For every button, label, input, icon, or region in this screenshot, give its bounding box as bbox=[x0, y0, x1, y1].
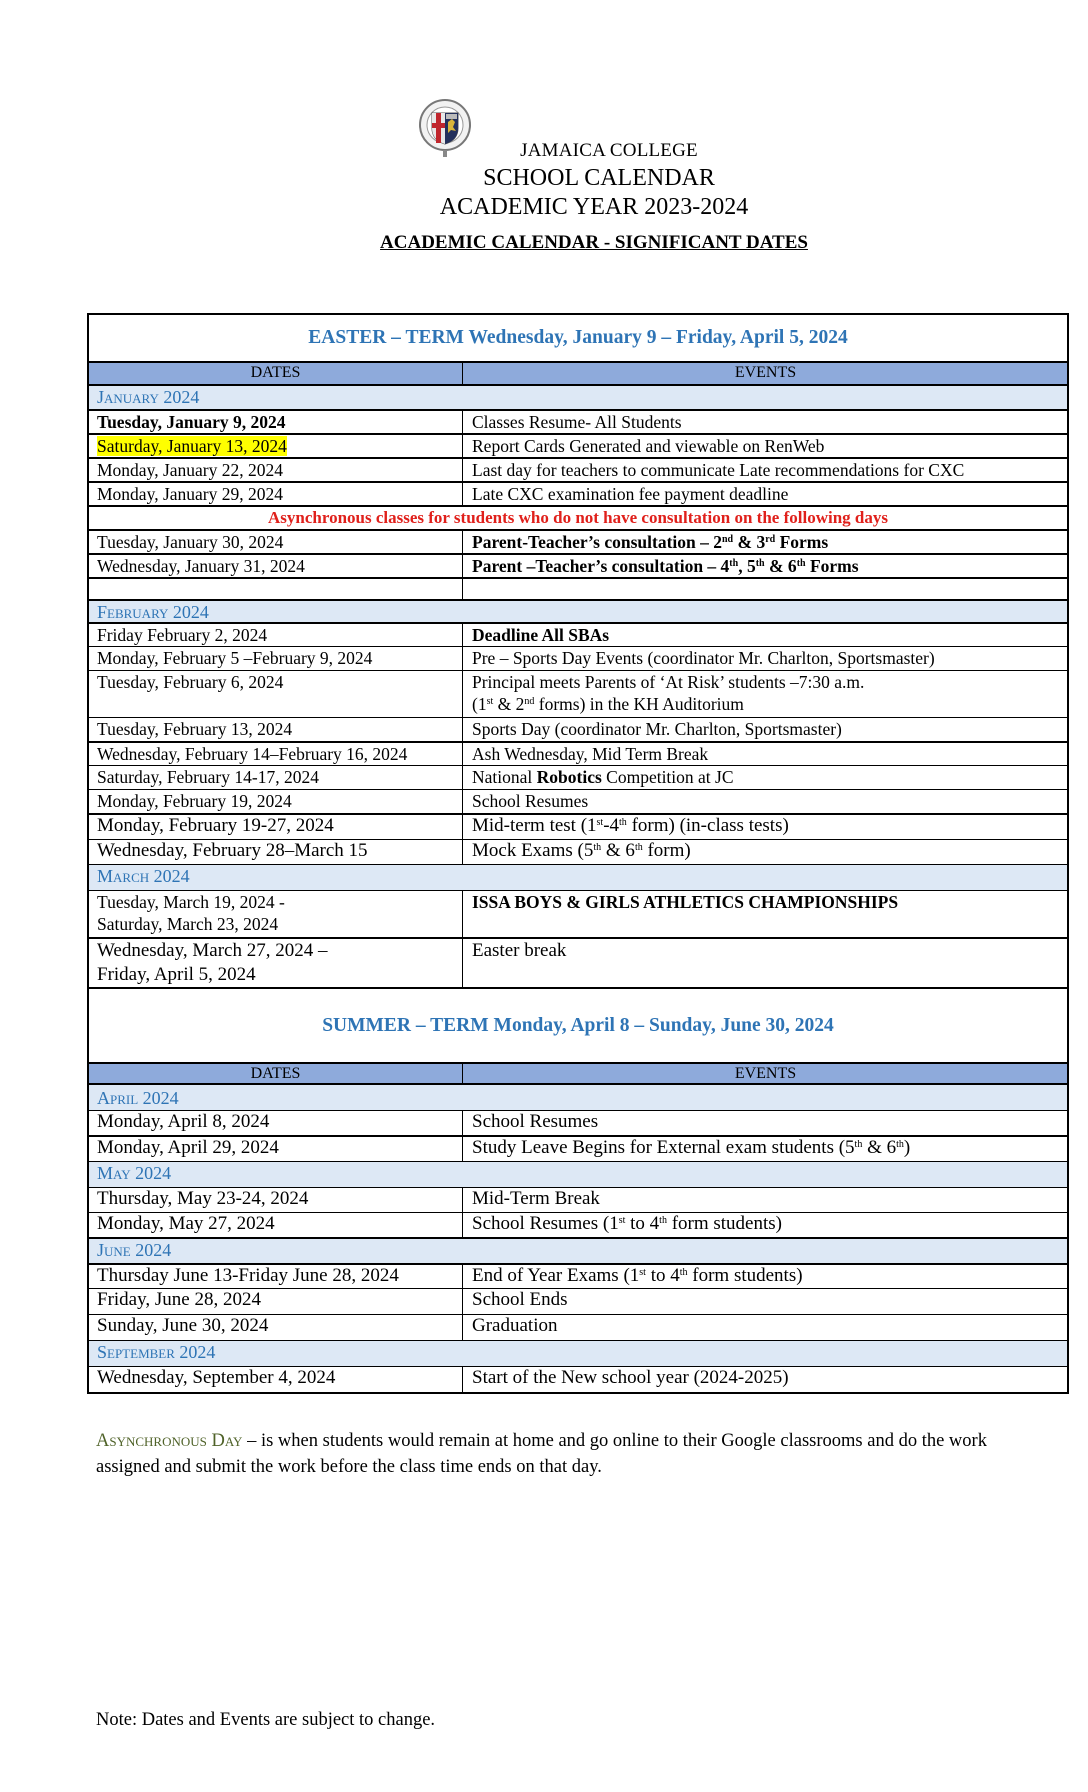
event-description: Report Cards Generated and viewable on RenWeb bbox=[472, 436, 825, 456]
table-row bbox=[89, 937, 1067, 987]
event-description: Graduation bbox=[472, 1315, 558, 1336]
table-row bbox=[89, 1110, 1067, 1135]
table-row bbox=[89, 789, 1067, 813]
event-date: Wednesday, January 31, 2024 bbox=[89, 555, 463, 577]
event-date: Monday, May 27, 2024 bbox=[89, 1213, 463, 1237]
highlighted-date: Saturday, January 13, 2024 bbox=[97, 436, 287, 456]
table-row bbox=[89, 457, 1067, 481]
event-description: Start of the New school year (2024-2025) bbox=[472, 1367, 789, 1388]
event-description: Principal meets Parents of ‘At Risk’ students –7:30 a.m. (1st & 2nd forms) in the KH Auditorium bbox=[472, 672, 865, 714]
month-row-january bbox=[89, 384, 1067, 409]
empty-cell bbox=[89, 579, 463, 599]
table-row bbox=[89, 765, 1067, 789]
event-date: Thursday June 13-Friday June 28, 2024 bbox=[89, 1265, 463, 1288]
table-row bbox=[89, 1263, 1067, 1288]
month-label: January 2024 bbox=[97, 387, 200, 407]
event-description: Late CXC examination fee payment deadline bbox=[472, 484, 789, 504]
table-row bbox=[89, 529, 1067, 553]
month-row-april bbox=[89, 1083, 1067, 1110]
event-description: End of Year Exams (1st to 4th form students) bbox=[472, 1265, 803, 1286]
event-description: Sports Day (coordinator Mr. Charlton, Sportsmaster) bbox=[472, 719, 842, 739]
event-date: Monday, April 8, 2024 bbox=[89, 1111, 463, 1135]
event-date-cell bbox=[89, 435, 463, 457]
event-date: Monday, February 19, 2024 bbox=[89, 790, 463, 813]
table-row bbox=[89, 890, 1067, 937]
event-date: Wednesday, February 14–February 16, 2024 bbox=[89, 743, 463, 765]
table-row bbox=[89, 1314, 1067, 1340]
event-description: Deadline All SBAs bbox=[472, 625, 610, 645]
table-row bbox=[89, 433, 1067, 457]
document-title: SCHOOL CALENDAR bbox=[483, 165, 715, 191]
event-date: Tuesday, February 6, 2024 bbox=[89, 671, 463, 717]
event-date: Friday February 2, 2024 bbox=[89, 624, 463, 646]
event-description: Parent-Teacher’s consultation – 2nd & 3rd Forms bbox=[472, 532, 829, 552]
month-row-june bbox=[89, 1237, 1067, 1263]
table-row bbox=[89, 1135, 1067, 1161]
term-title-row bbox=[89, 315, 1067, 361]
calendar-table bbox=[87, 313, 1069, 1394]
event-description: School Resumes bbox=[472, 1111, 599, 1132]
table-row bbox=[89, 646, 1067, 670]
events-column-header: EVENTS bbox=[734, 364, 797, 381]
table-row bbox=[89, 813, 1067, 839]
section-subtitle: ACADEMIC CALENDAR - SIGNIFICANT DATES bbox=[380, 232, 808, 253]
events-column-header: EVENTS bbox=[734, 1065, 797, 1082]
event-description: Last day for teachers to communicate Late recommendations for CXC bbox=[472, 460, 965, 480]
table-row bbox=[89, 670, 1067, 717]
month-row-september bbox=[89, 1340, 1067, 1366]
async-notice: Asynchronous classes for students who do not have consultation on the following days bbox=[268, 508, 888, 527]
month-row-may bbox=[89, 1161, 1067, 1187]
dates-column-header: DATES bbox=[89, 1064, 463, 1083]
event-date: Tuesday, February 13, 2024 bbox=[89, 718, 463, 741]
event-description: Study Leave Begins for External exam students (5th & 6th) bbox=[472, 1137, 911, 1158]
month-row-march bbox=[89, 864, 1067, 890]
async-notice-row bbox=[89, 505, 1067, 529]
month-label: May 2024 bbox=[97, 1163, 172, 1183]
table-row bbox=[89, 622, 1067, 646]
event-date: Thursday, May 23-24, 2024 bbox=[89, 1188, 463, 1212]
event-description: Mid-term test (1st-4th form) (in-class tests) bbox=[472, 815, 789, 836]
table-row bbox=[89, 481, 1067, 505]
empty-cell bbox=[463, 579, 1067, 599]
event-description: Parent –Teacher’s consultation – 4th, 5th & 6th Forms bbox=[472, 556, 859, 576]
summer-term-title: SUMMER – TERM Monday, April 8 – Sunday, June 30, 2024 bbox=[322, 1014, 834, 1036]
event-date: Wednesday, September 4, 2024 bbox=[89, 1367, 463, 1392]
event-date: Saturday, February 14-17, 2024 bbox=[89, 766, 463, 789]
event-date: Tuesday, March 19, 2024 - Saturday, March 23, 2024 bbox=[89, 891, 463, 937]
month-label: March 2024 bbox=[97, 866, 190, 886]
table-row bbox=[89, 839, 1067, 864]
event-description: Pre – Sports Day Events (coordinator Mr. Charlton, Sportsmaster) bbox=[472, 648, 935, 668]
event-description: Easter break bbox=[472, 940, 567, 961]
event-description: Mid-Term Break bbox=[472, 1188, 600, 1209]
asynchronous-day-definition bbox=[96, 1428, 996, 1480]
table-row bbox=[89, 741, 1067, 765]
event-description: ISSA BOYS & GIRLS ATHLETICS CHAMPIONSHIPS bbox=[472, 892, 899, 912]
event-date: Wednesday, February 28–March 15 bbox=[89, 840, 463, 864]
table-row bbox=[89, 1366, 1067, 1392]
event-date: Tuesday, January 9, 2024 bbox=[89, 411, 463, 433]
event-description: Ash Wednesday, Mid Term Break bbox=[472, 744, 709, 764]
event-date: Monday, February 5 –February 9, 2024 bbox=[89, 647, 463, 670]
event-description: School Ends bbox=[472, 1289, 568, 1310]
school-name: JAMAICA COLLEGE bbox=[520, 140, 698, 161]
event-date: Sunday, June 30, 2024 bbox=[89, 1315, 463, 1340]
asynchronous-day-text: – is when students would remain at home and go online to their Google classrooms and do the work assigned and submit the work before the class time ends on that day. bbox=[96, 1431, 987, 1477]
event-date: Monday, February 19-27, 2024 bbox=[89, 815, 463, 839]
event-date: Friday, June 28, 2024 bbox=[89, 1289, 463, 1314]
event-date: Monday, January 22, 2024 bbox=[89, 459, 463, 481]
event-description: Classes Resume- All Students bbox=[472, 412, 682, 432]
column-header-row bbox=[89, 361, 1067, 384]
event-date: Tuesday, January 30, 2024 bbox=[89, 531, 463, 553]
dates-column-header: DATES bbox=[89, 363, 463, 384]
event-description: Mock Exams (5th & 6th form) bbox=[472, 840, 691, 861]
column-header-row bbox=[89, 1062, 1067, 1083]
asynchronous-day-label: Asynchronous Day bbox=[96, 1431, 243, 1451]
table-row bbox=[89, 1288, 1067, 1314]
table-row bbox=[89, 553, 1067, 577]
month-label: September 2024 bbox=[97, 1342, 216, 1362]
month-label: April 2024 bbox=[97, 1088, 179, 1108]
event-date: Monday, April 29, 2024 bbox=[89, 1137, 463, 1161]
month-label: February 2024 bbox=[97, 602, 209, 622]
table-row bbox=[89, 1187, 1067, 1212]
academic-year: ACADEMIC YEAR 2023-2024 bbox=[439, 194, 749, 220]
month-row-february bbox=[89, 599, 1067, 622]
table-row bbox=[89, 409, 1067, 433]
easter-term-title: EASTER – TERM Wednesday, January 9 – Friday, April 5, 2024 bbox=[308, 327, 848, 348]
term-title-row bbox=[89, 987, 1067, 1062]
event-date: Monday, January 29, 2024 bbox=[89, 483, 463, 505]
event-date: Wednesday, March 27, 2024 – Friday, April 5, 2024 bbox=[89, 939, 463, 987]
empty-row bbox=[89, 577, 1067, 599]
event-description: School Resumes bbox=[472, 791, 589, 811]
event-description: National Robotics Competition at JC bbox=[472, 767, 734, 787]
subject-to-change-note: Note: Dates and Events are subject to change. bbox=[96, 1710, 436, 1730]
table-row bbox=[89, 1212, 1067, 1237]
month-label: June 2024 bbox=[97, 1240, 172, 1260]
table-row bbox=[89, 717, 1067, 741]
event-description: School Resumes (1st to 4th form students) bbox=[472, 1213, 782, 1234]
